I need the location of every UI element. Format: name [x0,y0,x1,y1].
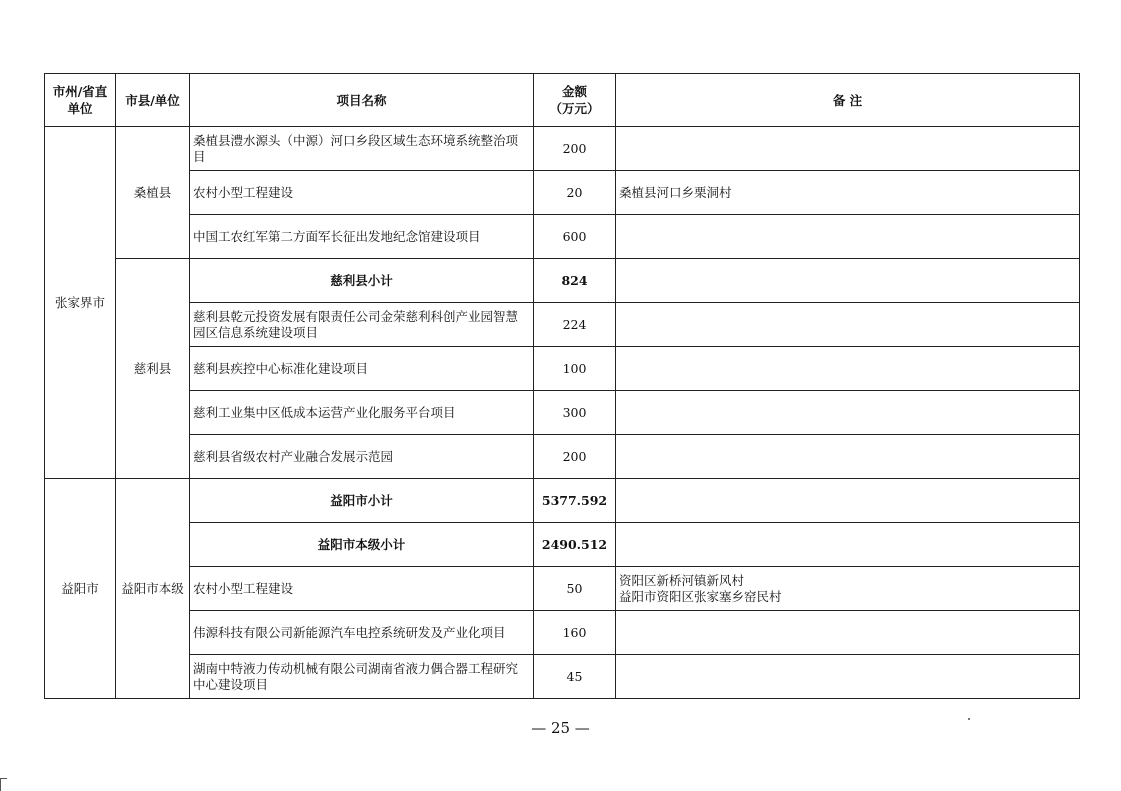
header-project: 项目名称 [190,74,534,127]
note [616,303,1080,347]
table-row [45,655,1080,699]
table-header-row [45,74,1080,127]
note [616,259,1080,303]
subtotal-amount: 2490.512 [534,523,616,567]
table-row [45,523,1080,567]
subtotal-amount: 5377.592 [534,479,616,523]
project-name: 慈利工业集中区低成本运营产业化服务平台项目 [190,391,534,435]
note [616,611,1080,655]
subtotal-label: 益阳市小计 [190,479,534,523]
table-row [45,215,1080,259]
note [616,655,1080,699]
note [616,127,1080,171]
note [616,523,1080,567]
table-row [45,347,1080,391]
project-name: 桑植县澧水源头（中源）河口乡段区域生态环境系统整治项目 [190,127,534,171]
table-row [45,611,1080,655]
allocation-table [44,73,1080,699]
note [616,391,1080,435]
note [616,347,1080,391]
project-name: 慈利县乾元投资发展有限责任公司金荣慈利科创产业园智慧园区信息系统建设项目 [190,303,534,347]
scan-corner-mark [0,778,7,791]
header-city: 市州/省直 单位 [45,74,116,127]
header-note: 备 注 [616,74,1080,127]
scan-dot [968,718,970,720]
note [616,479,1080,523]
note: 桑植县河口乡栗洞村 [616,171,1080,215]
table-row [45,567,1080,611]
amount: 20 [534,171,616,215]
project-name: 湖南中特液力传动机械有限公司湖南省液力偶合器工程研究中心建设项目 [190,655,534,699]
project-name: 农村小型工程建设 [190,567,534,611]
amount: 200 [534,435,616,479]
project-name: 农村小型工程建设 [190,171,534,215]
amount: 45 [534,655,616,699]
table-row [45,171,1080,215]
amount: 300 [534,391,616,435]
city-cell: 张家界市 [45,127,116,479]
amount: 50 [534,567,616,611]
table-row [45,435,1080,479]
page-number: — 25 — [531,719,590,737]
header-county: 市县/单位 [116,74,190,127]
city-cell: 益阳市 [45,479,116,699]
county-cell: 益阳市本级 [116,479,190,699]
amount: 600 [534,215,616,259]
county-cell: 慈利县 [116,259,190,479]
table-row [45,479,1080,523]
county-cell: 桑植县 [116,127,190,259]
project-name: 慈利县疾控中心标准化建设项目 [190,347,534,391]
subtotal-amount: 824 [534,259,616,303]
note: 资阳区新桥河镇新风村 益阳市资阳区张家塞乡窑民村 [616,567,1080,611]
note [616,435,1080,479]
header-amount: 金额 （万元） [534,74,616,127]
subtotal-label: 慈利县小计 [190,259,534,303]
table-row [45,391,1080,435]
amount: 160 [534,611,616,655]
project-name: 慈利县省级农村产业融合发展示范园 [190,435,534,479]
subtotal-label: 益阳市本级小计 [190,523,534,567]
project-name: 中国工农红军第二方面军长征出发地纪念馆建设项目 [190,215,534,259]
table-row [45,303,1080,347]
table-row [45,259,1080,303]
note [616,215,1080,259]
project-name: 伟源科技有限公司新能源汽车电控系统研发及产业化项目 [190,611,534,655]
amount: 200 [534,127,616,171]
table-row [45,127,1080,171]
amount: 100 [534,347,616,391]
amount: 224 [534,303,616,347]
